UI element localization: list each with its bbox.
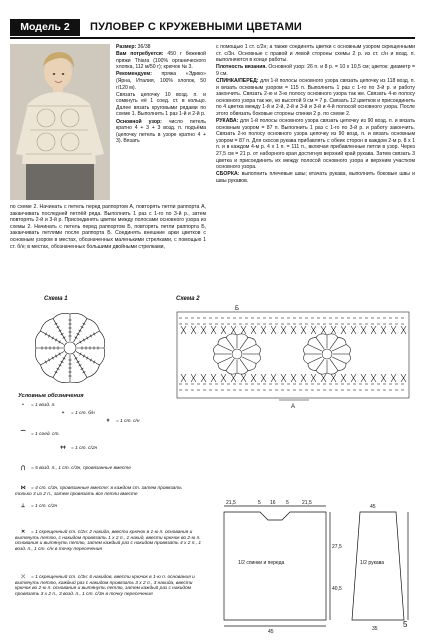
legend-text: = 1 ст. с/2н bbox=[71, 446, 98, 451]
rapport-b-label: Б bbox=[235, 306, 239, 312]
legend-item bbox=[15, 486, 195, 497]
instructions-p1: с помощью 1 ст. с/2н; а также соединять цветки с основным узором скрещенными ст. с/3н. Основные с правой и левой стороны схемы 2 р. из ст. с/н и возд. п. выполняются в конце работы. bbox=[216, 44, 415, 64]
legend-symbol: ⤫ bbox=[21, 575, 25, 580]
legend-item bbox=[15, 530, 205, 552]
legend-symbol: ⁀ bbox=[21, 432, 25, 437]
page-title: ПУЛОВЕР С КРУЖЕВНЫМИ ЦВЕТАМИ bbox=[90, 21, 303, 33]
legend-text: = 1 скрещенный ст. с/2н: 2 накида, ввести крючок в 1-ю п. основания и вытянуть петлю, с накидом провязать 1 х 2 п., 1 накид, ввести крючок во 2-ю п. основания и вытянуть петлю, затем каждый раз с накидом провязать 4 х 2 п., 1 возд. п., 1 ст. с/н в точку пересечения bbox=[15, 530, 202, 552]
sleeve-label: 1/2 рукава bbox=[360, 560, 385, 566]
garment-schematic bbox=[210, 496, 415, 634]
legend-item bbox=[100, 419, 160, 425]
back-panel-outline bbox=[224, 512, 326, 620]
dim-top-2: 5 bbox=[258, 500, 261, 506]
dim-top-3: 16 bbox=[270, 500, 276, 506]
scheme2-lace-diagram bbox=[175, 302, 415, 410]
legend-text: = 5 возд. п., 1 ст. с/3н, провязанные вместе bbox=[31, 466, 131, 471]
legend-symbol: ǂ bbox=[106, 419, 110, 424]
legend-symbol: ✕ bbox=[20, 530, 26, 535]
legend-text: = 1 ст. с/н bbox=[116, 419, 140, 424]
sleeves-line: РУКАВА: для 1-й полосы основного узора связать цепочку из 90 возд. п. и вязать основным узором = 87 п. Выполнить 1 раз с 1-го по 3-й р. и работу закончить. Связать 2-ю полосу основного узора цепочку из 90 возд. п. и вязать основным узором = 87 п. Для скосов рукава прибавлять с обеих сторон в каждом 2-м р. 8 х 1 п. и в каждом 4-м р. 4 х 1 п. = 111 п., включая прибавленные петли в узор. Через 27,5 см = 21 р. от наборного края достигнув верхний край рукава. Затем связать 3 цветка и присоединить их между полосой основного узора и верхним участком основного узора. bbox=[216, 118, 415, 171]
legend-text: = 1 соед. ст. bbox=[31, 432, 60, 437]
legend-item bbox=[15, 466, 195, 472]
left-body-text: по схеме 2. Начинать с петель перед раппортом А, повторять петли раппорта А, заканчивать последней петлёй ряда. Выполнить 1 раз с 1-го по 3-й р., затем повторять 2-й и 3-й р. Присоединять цветки между полосами основного узора из схемы 2. Начинать с петель перед раппортом Б, повторять петли раппорта Б, заканчивать петлями после раппорта Б. Соединять внешние арки цветков с основным узором в местах, обозначенных маленькими стрелками, с помощью 1 ст. б/н; в местах, обозначенных большими двойными стрелками, bbox=[10, 204, 206, 250]
dim-bottom: 45 bbox=[268, 629, 274, 634]
assembly-line: СБОРКА: выполнить плечевые швы; втачать рукава, выполнить боковые швы и швы рукавов. bbox=[216, 171, 415, 184]
size-line: Размер: 36/38 bbox=[116, 44, 151, 50]
legend-text: = 1 скрещенный ст. с/3н: 6 накидов, ввести крючок в 1-ю п. основания и вытянуть петлю, каждый раз с накидом провязать 3 х 2 п., 3 накида, ввести крючок во 2-ю п. основания и вытянуть петлю, затем каждый раз с накидом провязать 3 х 2 п., 3 возд. п., 1 ст. с/3н в точку пересечения bbox=[15, 575, 195, 597]
dim-top-5: 21,5 bbox=[302, 500, 312, 506]
photo-illustration bbox=[10, 44, 110, 200]
rapport-a-label: А bbox=[291, 404, 296, 410]
back-panel-label: 1/2 спинки и переда bbox=[238, 560, 285, 566]
model-photo bbox=[10, 44, 110, 200]
legend-text: = 1 ст. б/н bbox=[71, 411, 95, 416]
legend-symbol: + bbox=[61, 411, 65, 416]
dim-sleeve-top: 45 bbox=[370, 504, 376, 510]
scheme2-label: Схема 2 bbox=[176, 296, 200, 302]
scheme1-flower-diagram bbox=[20, 306, 120, 390]
materials-line: Вам потребуется: 450 г бежевой пряжи Thiara (100% органического хлопка, 112 м/50 г); крючок № 3. bbox=[116, 51, 206, 71]
legend-item bbox=[15, 575, 205, 597]
model-label: Модель 2 bbox=[10, 19, 80, 36]
legend-text: = 4 ст. с/3н, провязанные вместе: в каждом ст. затем провязать только 3 из 2 п., затем провязать все петли вместе bbox=[15, 486, 182, 497]
legend-symbol: ⋈ bbox=[20, 486, 26, 491]
legend-text: = 1 ст. с/2н bbox=[31, 504, 58, 509]
legend-item bbox=[55, 446, 115, 452]
dim-right-2: 40,5 bbox=[332, 586, 342, 592]
legend-symbol: ǂǂ bbox=[60, 446, 66, 451]
legend-item bbox=[15, 504, 135, 510]
legend-item bbox=[15, 432, 75, 438]
dim-top-4: 5 bbox=[286, 500, 289, 506]
recommend-line: Рекомендуем: пряжа «Эдико» (Ярна, Италия, 100% хлопок, 50 г/120 м). bbox=[116, 71, 206, 91]
instructions-column bbox=[216, 44, 415, 185]
legend-title: Условные обозначения bbox=[18, 393, 84, 399]
sleeve-outline bbox=[352, 512, 404, 620]
intro-column bbox=[116, 44, 206, 145]
page-number: 5 bbox=[403, 620, 408, 629]
legend-item bbox=[15, 403, 75, 409]
density-line: Плотность вязания. Основной узор: 26 п. и 8 р. = 10 х 10,5 см; цветок: диаметр = 9 см. bbox=[216, 64, 415, 77]
dim-sleeve-bottom: 35 bbox=[372, 626, 378, 632]
legend-item bbox=[55, 411, 115, 417]
legend-symbol: ⋂ bbox=[21, 466, 25, 471]
main-pattern-line: Основной узор: число петель кратно 4 + 3 + 3 возд. п. подъёма (цепочку петель в узоре кратно 4 + 3). Вязать bbox=[116, 118, 206, 145]
back-front-line: СПИНКА/ПЕРЕД: для 1-й полосы основного узора связать цепочку из 118 возд. п. и вязать основным узором = 115 п. Выполнить 1 раз с 1-го по 3-й р. и работу закончить. Связать 2-ю и 3-ю полосу основного узора так же. Связать 4-ю полосу основного узора так же, но высотой 9 см = 7 р. Связать 12 цветков и присоединить по 4 цветка между 1-й и 2-й, 2-й и 3-й и 3-й и 4-й полосой основного узора. После этого обвязать боковые стороны спинки 2 р. по схеме 2. bbox=[216, 77, 415, 117]
dim-top-1: 21,5 bbox=[226, 500, 236, 506]
legend-symbol: • bbox=[22, 403, 24, 408]
scheme1-label: Схема 1 bbox=[44, 296, 68, 302]
legend-symbol: ⟂ bbox=[21, 504, 25, 509]
dim-right-1: 27,5 bbox=[332, 544, 342, 550]
page-header bbox=[10, 19, 415, 39]
chain-line: Связать цепочку 10 возд. п. и сомкнуть её 1 соед. ст. в кольцо. Далее вязать круговыми рядами по схеме 1. Выполнить 1 раз 1-й и 2-й р. bbox=[116, 91, 206, 118]
legend-text: = 1 возд. п. bbox=[31, 403, 56, 408]
